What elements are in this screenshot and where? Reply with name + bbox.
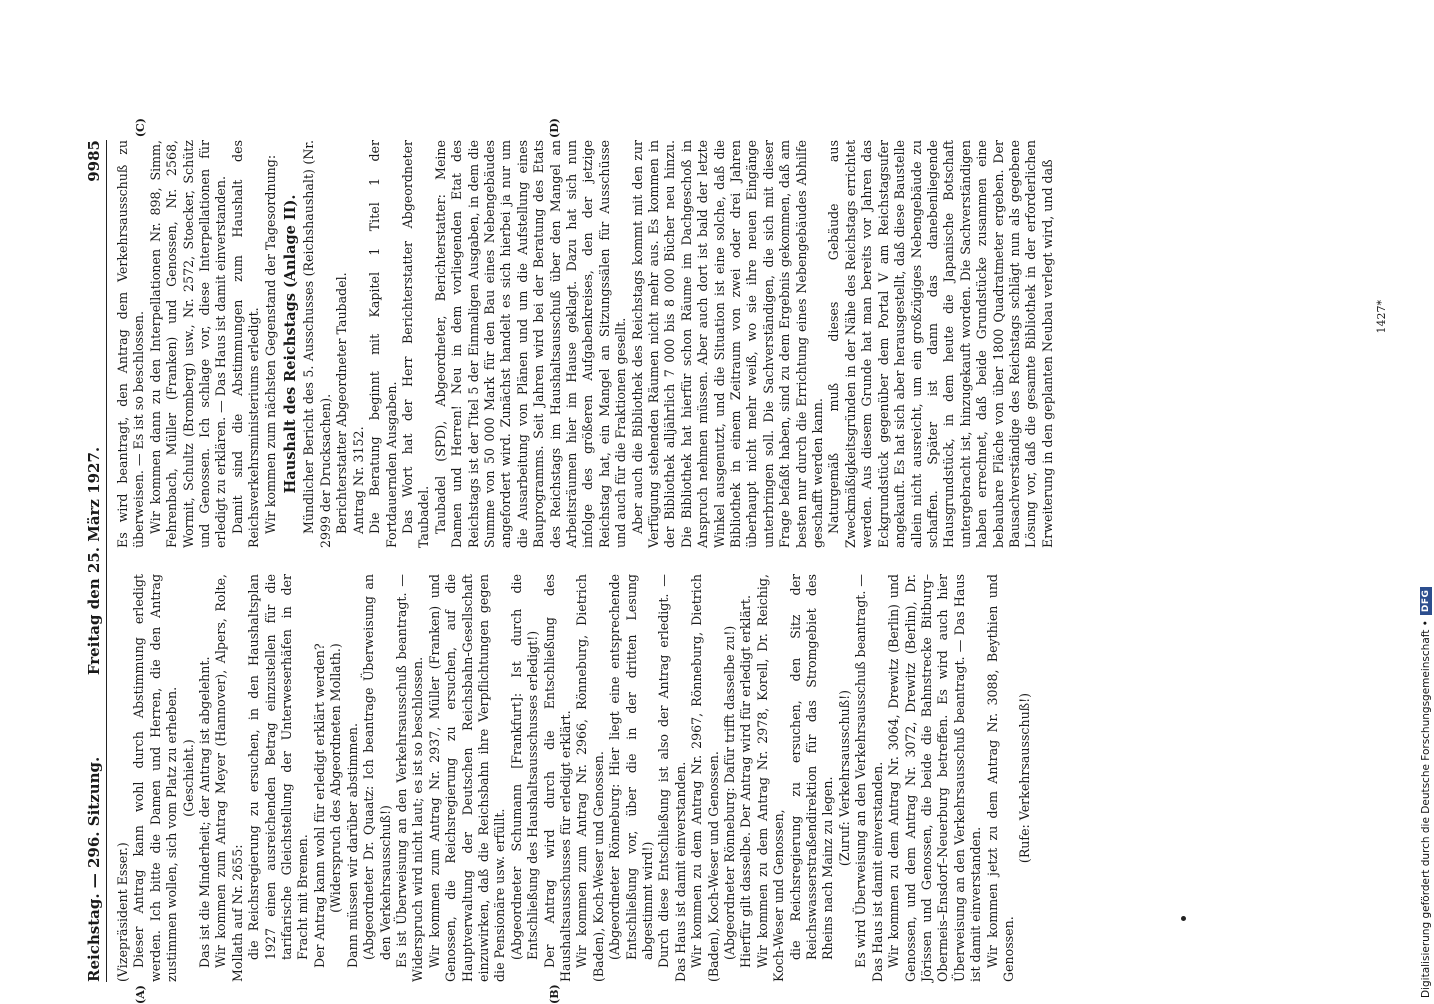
paragraph: (Zuruf: Verkehrsausschuß!) [836,689,852,867]
paragraph: Der Antrag kann wohl für erledigt erklärt werden? [311,643,327,968]
paragraph: Berichterstatter Abgeordneter Taubadel. [334,272,350,534]
paragraph: Wir kommen zum Antrag Meyer (Hannover), Alpers, Rolte, Mollath auf Nr. 2655: [213,574,245,982]
paragraph: Es ist Überweisung an den Verkehrsausschuß beantragt. — Widerspruch wird nicht laut; es ist so beschlossen. [393,574,426,982]
header-session: Reichstag. — 296. Sitzung. [85,756,103,982]
margin-mark-a: (A) [134,985,147,1004]
paragraph: (Geschieht.) [180,739,196,817]
funder-notice: Digitalisierung gefördert durch die Deutsche Forschungsgemeinschaft • [1420,620,1432,998]
paragraph: Wir kommen zu dem Antrag Nr. 2978, Korell, Dr. Reichig, Koch-Weser und Genossen, [754,574,787,982]
paragraph: Wir kommen zum Antrag Nr. 2937, Müller (Franken) und Genossen, die Reichsregierung zu ersuchen, auf die Hauptverwaltung der Deutschen Reichsbahn-Gesellschaft einzuwirken, daß die Reichsbahn ihre Verpflichtungen gegen die Pensionäre usw. erfüllt. [426,574,508,982]
paragraph: Der Antrag wird durch die Entschließung des Haushaltsausschusses für erledigt erklärt. [541,574,573,982]
paragraph: Das ist die Minderheit; der Antrag ist abgelehnt. [197,656,213,968]
section-heading: Haushalt des Reichstags (Anlage II). [282,194,300,494]
dfg-logo: DFG [1420,587,1432,616]
paragraph: Wir kommen jetzt zu dem Antrag Nr. 3088, Beythien und Genossen. [984,574,1016,982]
paragraph: Wir kommen zu dem Antrag Nr. 2967, Rönneburg, Dietrich (Baden), Koch-Weser und Genossen. [689,574,721,982]
paragraph: Aber auch die Bibliothek des Reichstags kommt mit den zur Verfügung stehenden Räumen nicht mehr aus. Es kommen in der Bibliothek alljährlich 7 000 bis 8 000 Bücher neu hinzu. Die Bibliothek hat hierfür schon Räume im Dachgeschoß in Anspruch nehmen müssen. Aber auch dort ist bald der letzte Winkel ausgenutzt, und die Situation ist eine solche, daß die Bibliothek in einem Zeitraum von zwei oder drei Jahren überhaupt nicht mehr weiß, wo sie ihre neuen Eingänge unterbringen soll. Die Sachverständigen, die sich mit dieser Frage befaßt haben, sind zu dem Ergebnis gekommen, daß am besten nur durch die Errichtung eines Nebengebäudes Abhilfe geschafft werden kann. [629,140,826,548]
paragraph: Damit sind die Abstimmungen zum Haushalt des Reichsverkehrsministeriums erledigt. [229,140,262,548]
paragraph: (Abgeordneter Rönneburg: Dafür trifft dasselbe zu!) [722,625,738,960]
paragraph: Durch diese Entschließung ist also der Antrag erledigt. — Das Haus ist damit einverstanden. [656,574,688,982]
paragraph: (Abgeordneter Dr. Quaatz: Ich beantrage Überweisung an den Verkehrsausschuß!) [361,574,393,960]
paragraph: Es wird beantragt, den Antrag dem Verkehrsausschuß zu überweisen. — Es ist so beschlossen. [115,140,147,548]
paragraph: (Abgeordneter Rönneburg: Hier liegt eine entsprechende Entschließung vor, über die in der dritten Lesung abgestimmt wird!) [607,574,655,960]
paragraph: Mündlicher Bericht des 5. Ausschusses (Reichshaushalt) (Nr. 2999 der Drucksachen). [301,140,333,548]
signature-mark: 1427* [1375,300,1388,334]
paragraph: Wir kommen zum nächsten Gegenstand der Tagesordnung: [262,154,278,534]
paragraph: Wir kommen zum Antrag Nr. 2966, Rönneburg, Dietrich (Baden), Koch-Weser und Genossen. [574,574,606,982]
paragraph: Naturgemäß muß dieses Gebäude aus Zweckmäßigkeitsgründen in der Nähe des Reichstags errichtet werden. Aus diesem Grunde hat man bereits vor Jahren das Eckgrundstück gegenüber dem Portal V am Reichstagsufer angekauft. Es hat sich aber herausgestellt, daß diese Baustelle allein nicht ausreicht, um ein großzügiges Nebengebäude zu schaffen. Später ist dann das danebenliegende Hausgrundstück, in dem heute die Japanische Botschaft untergebracht ist, hinzugekauft worden. Die Sachverständigen haben errechnet, daß beide Grundstücke zusammen eine bebaubare Fläche von über 1800 Quadratmeter ergeben. Der Bausachverständige des Reichstags schlägt nun als gegebene Lösung vor, daß die gesamte Bibliothek in der erforderlichen Erweiterung in den geplanten Neubau verlegt wird, und daß [826,140,1055,548]
rotated-document-page [80,118,1400,1004]
paragraph: Die Beratung beginnt mit Kapitel 1 Titel 1 der Fortdauernden Ausgaben. [367,140,399,548]
paragraph: Antrag Nr. 3152. [350,426,366,534]
funder-notice-strip [1408,8,1432,998]
text-column-right [115,118,1056,548]
text-column-left [115,574,1056,1004]
header-date: Freitag den 25. März 1927. [85,446,103,676]
paragraph: Hierfür gilt dasselbe. Der Antrag wird für erledigt erklärt. [738,595,754,968]
paragraph: die Reichsregierung zu ersuchen, den Sitz der Reichswasserstraßendirektion für das Stromgebiet des Rheins nach Mainz zu legen. [787,574,836,960]
paragraph: Es wird Überweisung an den Verkehrsausschuß beantragt. — Das Haus ist damit einverstanden. [853,574,885,982]
paragraph: die Reichsregierung zu ersuchen, in den Haushaltsplan 1927 einen ausreichenden Betrag einzustellen für die tarifarische Gleichstellung der Unterweserhäfen in der Fracht mit Bremen. [246,574,311,960]
paragraph: Dieser Antrag kann wohl durch Abstimmung erledigt werden. Ich bitte die Damen und Herren, die den Antrag zustimmen wollen, sich vom Platz zu erheben. [131,574,180,982]
paragraph: (Abgeordneter Schumann [Frankfurt]: Ist durch die Entschließung des Haushaltsausschusses erledigt!) [508,574,541,960]
paragraph: Wir kommen zu dem Antrag Nr. 3064, Drewitz (Berlin) und Genossen, und dem Antrag Nr. 3072, Drewitz (Berlin), Dr. Jörissen und Genossen, die beide die Bahnstrecke Bitburg–Obermeis–Ensdorf–Neuerburg betreffen. Es wird auch hier Überweisung an den Verkehrsausschuß beantragt. — Das Haus ist damit einverstanden. [886,574,984,982]
speech-paragraph: Taubadel (SPD), Abgeordneter, Berichterstatter: Meine Damen und Herren! Neu in dem vorliegenden Etat des Reichstags ist der Titel 5 der Einmaligen Ausgaben, in dem die Summe von 50 000 Mark für den Bau eines Nebengebäudes angefordert wird. Zunächst handelt es sich hierbei ja nur um die Ausarbeitung von Plänen und um die Aufstellung eines Bauprogramms. Seit Jahren wird bei der Beratung des Etats des Reichstags im Haushaltsausschuß über den Mangel an Arbeitsräumen hier im Hause geklagt. Dazu hat sich nun infolge des größeren Aufgabenkreises, den der jetzige Reichstag hat, ein Mangel an Sitzungssälen für Ausschüsse und auch für die Fraktionen gesellt. [432,140,629,548]
paragraph: Das Wort hat der Herr Berichterstatter Abgeordneter Taubadel. [399,140,432,548]
paragraph: (Rufe: Verkehrsausschuß!) [1017,692,1033,864]
paragraph: (Widerspruch des Abgeordneten Mollath.) [328,643,344,913]
page-header [80,140,107,982]
paragraph: Dann müssen wir darüber abstimmen. [344,722,360,968]
margin-mark-c: (C) [134,118,147,138]
paragraph: Wir kommen dann zu den Interpellationen Nr. 898, Simm, Fehrenbach, Müller (Franken) und Genossen, Nr. 2568, Wormit, Schultz (Bromberg) usw., Nr. 2572, Stoecker, Schütz und Genossen. Ich schlage vor, diese Interpellationen für erledigt zu erklären. — Das Haus ist damit einverstanden. [147,140,229,548]
margin-mark-b: (B) [548,984,561,1004]
scan-speck [1181,916,1186,921]
speaker-label: (Vizepräsident Esser.) [115,842,130,982]
margin-mark-d: (D) [548,118,561,138]
header-page-number: 9985 [85,140,103,182]
